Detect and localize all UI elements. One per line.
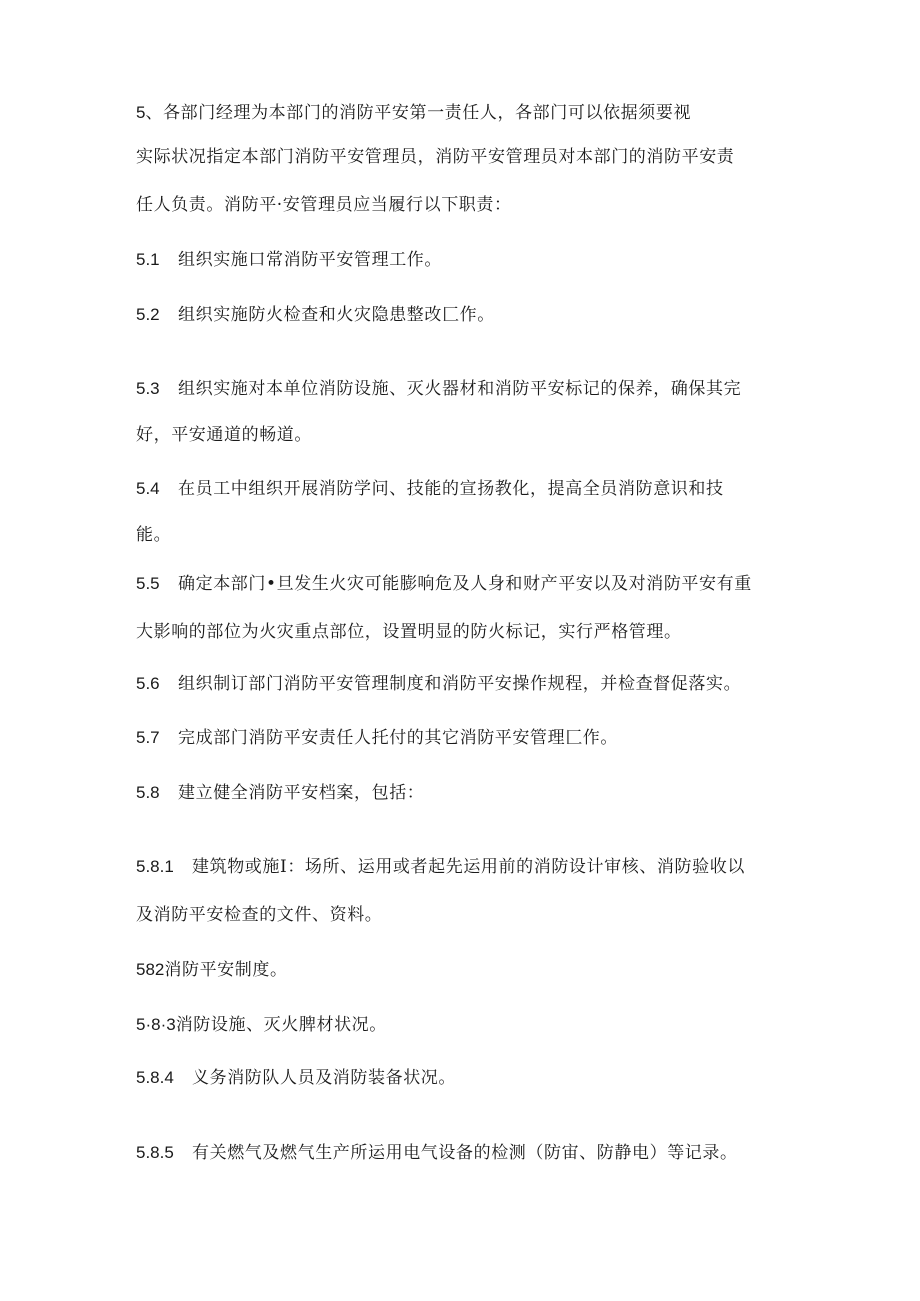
item-5-7 <box>136 726 618 750</box>
item-number: 5.2 <box>136 305 160 324</box>
item-5-3-line-1 <box>136 377 741 401</box>
item-5-4-line-1 <box>136 477 724 501</box>
item-number: 5.7 <box>136 728 160 747</box>
item-5-8-5 <box>136 1141 738 1165</box>
line-text: 及消防平安检查的文件、资料。 <box>136 905 383 925</box>
item-number: 5.4 <box>136 479 160 498</box>
item-number: 5.8.5 <box>136 1143 174 1162</box>
line-text: 组织实施对本单位消防设施、灭火器材和消防平安标记的保养，确保其完 <box>178 379 742 399</box>
item-5-5-line-1 <box>136 572 752 596</box>
line-text: 消防平安制度。 <box>164 960 288 980</box>
item-5-3-line-2 <box>136 423 312 447</box>
line-text: 好，平安通道的畅道。 <box>136 425 312 445</box>
item-number: 5.8 <box>136 783 160 802</box>
line-text: 确定本部门•旦发生火灾可能膨响危及人身和财产平安以及对消防平安有重 <box>178 574 752 594</box>
item-5-5-line-2 <box>136 620 682 644</box>
paragraph-5-line-2 <box>136 145 734 169</box>
item-number: 5.1 <box>136 250 160 269</box>
line-text: 能。 <box>136 525 172 545</box>
item-number: 582 <box>136 960 165 979</box>
line-text: 实际状况指定本部门消防平安管理员，消防平安管理员对本部门的消防平安责 <box>136 147 735 167</box>
line-text: 组织制订部门消防平安管理制度和消防平安操作规程，并检查督促落实。 <box>178 674 742 694</box>
item-number: 5.8.4 <box>136 1068 174 1087</box>
line-text: 完成部门消防平安责任人托付的其它消防平安管理匚作。 <box>178 728 618 748</box>
line-text: 消防设施、灭火脾材状况。 <box>175 1015 387 1035</box>
item-5-8-1-line-2 <box>136 903 382 927</box>
item-number: 5·8·3 <box>136 1015 176 1034</box>
item-5-8-4 <box>136 1066 456 1090</box>
item-number: 5.5 <box>136 574 160 593</box>
line-text: 大影响的部位为火灾重点部位，设置明显的防火标记，实行严格管理。 <box>136 622 682 642</box>
item-number: 5.3 <box>136 379 160 398</box>
paragraph-5-line-1 <box>136 101 691 125</box>
item-5-4-line-2 <box>136 523 171 547</box>
item-5-6 <box>136 672 741 696</box>
line-text: 组织实施口常消防平安管理工作。 <box>178 250 442 270</box>
line-text: 建立健全消防平安档案，包括： <box>178 783 425 803</box>
item-number: 5.8.1 <box>136 857 174 876</box>
item-number: 5 <box>136 103 146 122</box>
item-5-8-1-line-1 <box>136 855 745 879</box>
line-text: 任人负责。消防平·安管理员应当履行以下职责： <box>136 195 512 215</box>
item-5-8-2 <box>136 958 288 982</box>
item-5-8-3 <box>136 1013 387 1037</box>
item-number: 5.6 <box>136 674 160 693</box>
item-5-8 <box>136 781 424 805</box>
paragraph-5-line-3 <box>136 193 512 217</box>
line-text: 有关燃气及燃气生产所运用电气设备的检测（防宙、防静电）等记录。 <box>192 1143 738 1163</box>
line-text: 建筑物或施I：场所、运用或者起先运用前的消防设计审核、消防验收以 <box>192 857 745 877</box>
line-text: 在员工中组织开展消防学问、技能的宣扬教化，提高全员消防意识和技 <box>178 479 724 499</box>
line-text: 、各部门经理为本部门的消防平安第一责任人，各部门可以依据须要视 <box>145 103 692 123</box>
item-5-1 <box>136 248 442 272</box>
line-text: 组织实施防火检查和火灾隐患整改匚作。 <box>178 305 495 325</box>
item-5-2 <box>136 303 495 327</box>
line-text: 义务消防队人员及消防装备状况。 <box>192 1068 456 1088</box>
